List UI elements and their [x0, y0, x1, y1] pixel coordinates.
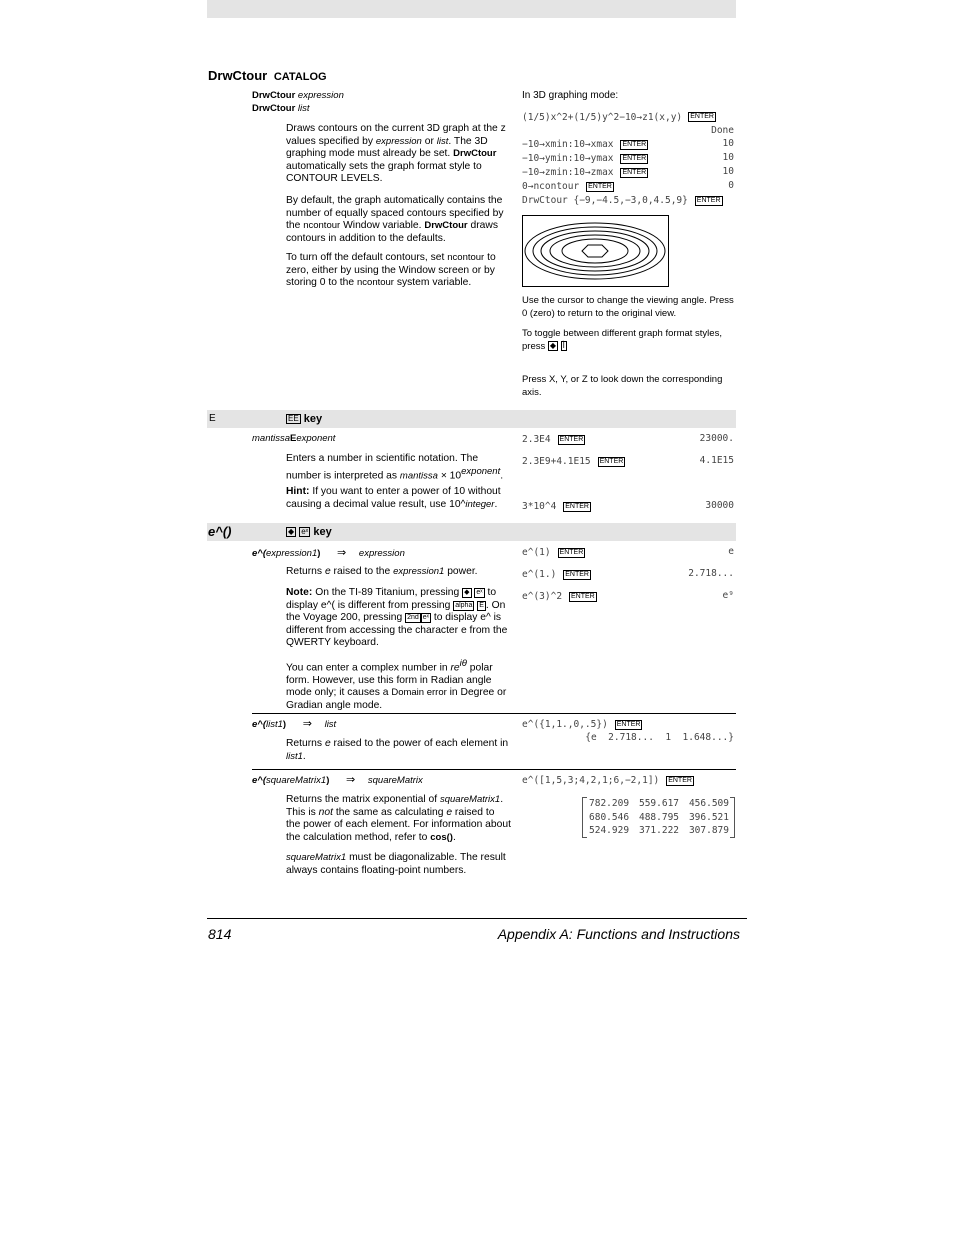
ekey-title: EE key	[288, 413, 323, 425]
ekey-example-3: 3*10^4 ENTER 30000	[522, 500, 734, 512]
divider	[252, 769, 736, 770]
graph-frame	[523, 216, 669, 287]
matrix-rows	[589, 797, 729, 838]
efunc-list-result: {e 2.718... 1 1.648...}	[585, 732, 734, 743]
example-line: DrwCtour {−9,−4.5,−3,0,4.5,9} ENTER	[522, 195, 721, 206]
2nd-key: 2nd	[407, 614, 419, 621]
ex-key: eˣ	[301, 527, 309, 536]
example-line: −10→zmin:10→zmax ENTER 10	[522, 166, 734, 178]
efunc-list-example: e^({1,1.,0,.5}) ENTER	[522, 719, 641, 730]
enter-key: ENTER	[599, 458, 624, 465]
ekey-example-1: 2.3E4 ENTER 23000.	[522, 433, 734, 445]
matrix-left-bracket	[582, 797, 587, 838]
efunc-matrix-result	[582, 797, 735, 837]
enter-key: ENTER	[622, 155, 647, 162]
format-key: Ì	[562, 340, 565, 350]
drwctour-syntax-1: DrwCtour expression	[252, 90, 344, 101]
efunc-example-1: e^(1) ENTER e	[522, 546, 734, 558]
enter-key: ENTER	[690, 113, 714, 120]
matrix-row: 782.209 559.617 456.509	[589, 798, 729, 809]
diamond-key: ◆	[464, 589, 470, 596]
alpha-key: alpha	[455, 601, 473, 609]
e-key: E	[479, 601, 484, 609]
efunc-description-5: Returns the matrix exponential of squareMatrix1. This is not the same as calculating e raised to the power of each element. For information about the calculation method, refer to cos().	[286, 794, 511, 843]
efunc-title: e^()	[208, 524, 232, 539]
drwctour-header-band	[207, 0, 736, 18]
ee-key: EE	[288, 414, 299, 423]
diamond-key: ◆	[549, 340, 557, 350]
drwctour-description-3: To turn off the default contours, set ncontour to zero, either by using the Window screen or by storing 0 to the ncontour system variable.	[286, 252, 496, 288]
example-line: −10→xmin:10→xmax ENTER 10	[522, 138, 734, 150]
efunc-syntax-1: e^(expression1) ⇒ expression	[252, 547, 405, 559]
efunc-syntax-3: e^(squareMatrix1) ⇒ squareMatrix	[252, 774, 423, 786]
drwctour-toggle-note: To toggle between different graph format styles, press ◆ Ì	[522, 328, 722, 352]
contour-graph-screen	[522, 215, 669, 287]
ex-key: eˣ	[476, 589, 483, 596]
efunc-note: Note: On the TI-89 Titanium, pressing ◆ eˣ to display e^( is different from pressing alpha E . On the Voyage 200, pressing 2nd eˣ to display e^ is different from accessing the character e from the QWERTY keyboard.	[286, 587, 508, 648]
ekey-example-2: 2.3E9+4.1E15 ENTER 4.1E15	[522, 455, 734, 467]
ex-key: eˣ	[422, 614, 429, 621]
drwctour-description-1: Draws contours on the current 3D graph at the z values specified by expression or list. The 3D graphing mode must already be set. DrwCtour automatically sets the graph format style to CONTOUR LEVELS.	[286, 123, 506, 184]
enter-key: ENTER	[622, 169, 647, 176]
matrix-right-bracket	[730, 797, 735, 838]
enter-key: ENTER	[622, 141, 647, 148]
efunc-syntax-2: e^(list1) ⇒ list	[252, 718, 337, 730]
drwctour-catalog-tag: CATALOG	[273, 71, 327, 83]
efunc-description-6: squareMatrix1 must be diagonalizable. The result always contains floating-point numbers.	[286, 852, 506, 876]
divider	[252, 713, 736, 714]
enter-key: ENTER	[696, 197, 721, 204]
ekey-syntax: mantissaEexponent	[252, 433, 336, 444]
example-line: −10→ymin:10→ymax ENTER 10	[522, 152, 734, 164]
matrix-row: 524.929 371.222 307.879	[589, 825, 729, 836]
drwctour-syntax-2: DrwCtour list	[252, 103, 310, 114]
efunc-example-3: e^(3)^2 ENTER e⁹	[522, 590, 734, 602]
enter-key: ENTER	[668, 777, 692, 784]
drwctour-cursor-note: Use the cursor to change the viewing angle. Press 0 (zero) to return to the original view.	[522, 295, 734, 319]
footer-title: Appendix A: Functions and Instructions	[497, 926, 740, 942]
drwctour-example-lines	[522, 111, 734, 208]
ekey-label: E	[209, 413, 216, 424]
page-number: 814	[208, 926, 232, 942]
efunc-key-title: ◆ eˣ key	[288, 526, 332, 538]
enter-key: ENTER	[565, 571, 589, 578]
diamond-key: ◆	[288, 527, 295, 536]
efunc-example-2: e^(1.) ENTER 2.718...	[522, 568, 734, 580]
example-line: (1/5)x^2+(1/5)y^2−10→z1(x,y) ENTER	[522, 112, 714, 123]
enter-key: ENTER	[565, 503, 589, 510]
matrix-row: 680.546 488.795 396.521	[589, 811, 729, 823]
efunc-description-3: You can enter a complex number in $re^{i\theta}$ polar form. However, use this form in Radian angle mode only; it causes a Domain error in Degree or Gradian angle mode.	[286, 658, 507, 711]
efunc-matrix-example: e^([1,5,3;4,2,1;6,−2,1]) ENTER	[522, 775, 692, 786]
drwctour-axis-note: Press X, Y, or Z to look down the corresponding axis.	[522, 374, 723, 398]
enter-key: ENTER	[616, 721, 641, 728]
efunc-description-4: Returns e raised to the power of each element in list1.	[286, 738, 509, 762]
ekey-hint: Hint: If you want to enter a power of 10 without causing a decimal value result, use 10^integer.	[286, 486, 501, 510]
example-line: 0→ncontour ENTER 0	[522, 180, 734, 192]
drwctour-title: DrwCtour CATALOG	[208, 68, 327, 83]
enter-key: ENTER	[559, 549, 584, 556]
ekey-description: Enters a number in scientific notation. The number is interpreted as mantissa × $10^{exponent}$.	[286, 453, 504, 481]
efunc-description-1: Returns e raised to the expression1 power.	[286, 566, 478, 577]
enter-key: ENTER	[588, 183, 612, 190]
drwctour-description-2: By default, the graph automatically contains the number of equally spaced contours specified by the ncontour Window variable. DrwCtour draws contours in addition to the defaults.	[286, 195, 504, 244]
drwctour-mode-note: In 3D graphing mode:	[522, 90, 619, 101]
enter-key: ENTER	[570, 593, 595, 600]
footer-rule	[207, 918, 747, 919]
example-line: Done	[711, 125, 734, 136]
enter-key: ENTER	[559, 436, 584, 443]
